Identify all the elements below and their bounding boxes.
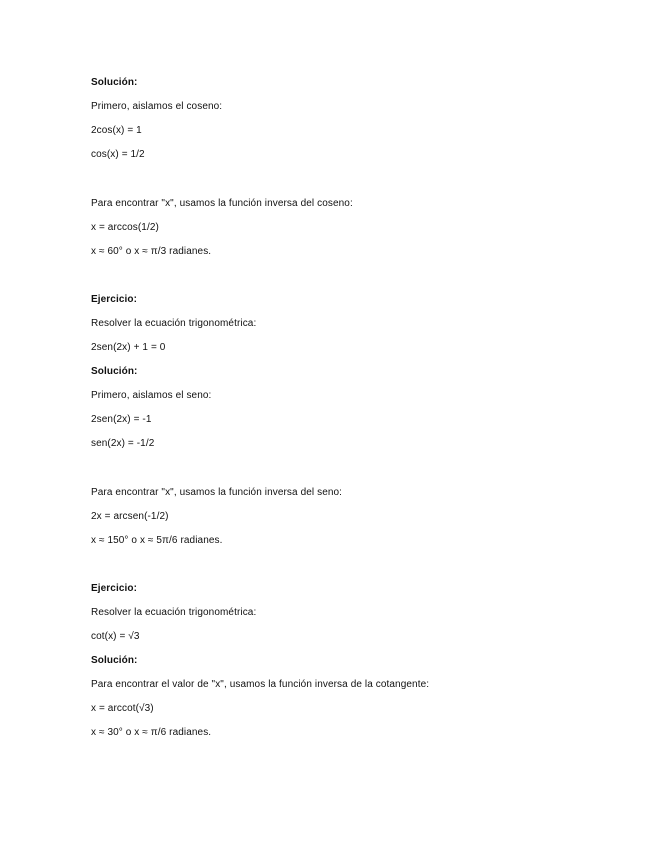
equation-line: 2x = arcsen(-1/2): [91, 511, 169, 522]
text-line: Primero, aislamos el seno:: [91, 390, 212, 401]
equation-line: 2sen(2x) = -1: [91, 414, 152, 425]
heading-exercise-1: Ejercicio:: [91, 294, 138, 305]
heading-solution-1: Solución:: [91, 77, 138, 88]
equation-line: x = arccot(√3): [91, 703, 154, 714]
text-line: Para encontrar "x", usamos la función inversa del coseno:: [91, 198, 353, 209]
text-line: Resolver la ecuación trigonométrica:: [91, 318, 257, 329]
heading-solution-2: Solución:: [91, 366, 138, 377]
heading-exercise-2: Ejercicio:: [91, 583, 138, 594]
text-line: Para encontrar el valor de "x", usamos la función inversa de la cotangente:: [91, 679, 430, 690]
equation-line: cot(x) = √3: [91, 631, 140, 642]
text-line: Primero, aislamos el coseno:: [91, 101, 223, 112]
heading-solution-3: Solución:: [91, 655, 138, 666]
result-line: x ≈ 60° o x ≈ π/3 radianes.: [91, 246, 212, 257]
equation-line: 2sen(2x) + 1 = 0: [91, 342, 166, 353]
equation-line: sen(2x) = -1/2: [91, 438, 155, 449]
equation-line: cos(x) = 1/2: [91, 149, 145, 160]
text-line: Resolver la ecuación trigonométrica:: [91, 607, 257, 618]
result-line: x ≈ 30° o x ≈ π/6 radianes.: [91, 727, 212, 738]
equation-line: x = arccos(1/2): [91, 222, 159, 233]
result-line: x ≈ 150° o x ≈ 5π/6 radianes.: [91, 535, 223, 546]
equation-line: 2cos(x) = 1: [91, 125, 142, 136]
text-line: Para encontrar "x", usamos la función inversa del seno:: [91, 487, 343, 498]
